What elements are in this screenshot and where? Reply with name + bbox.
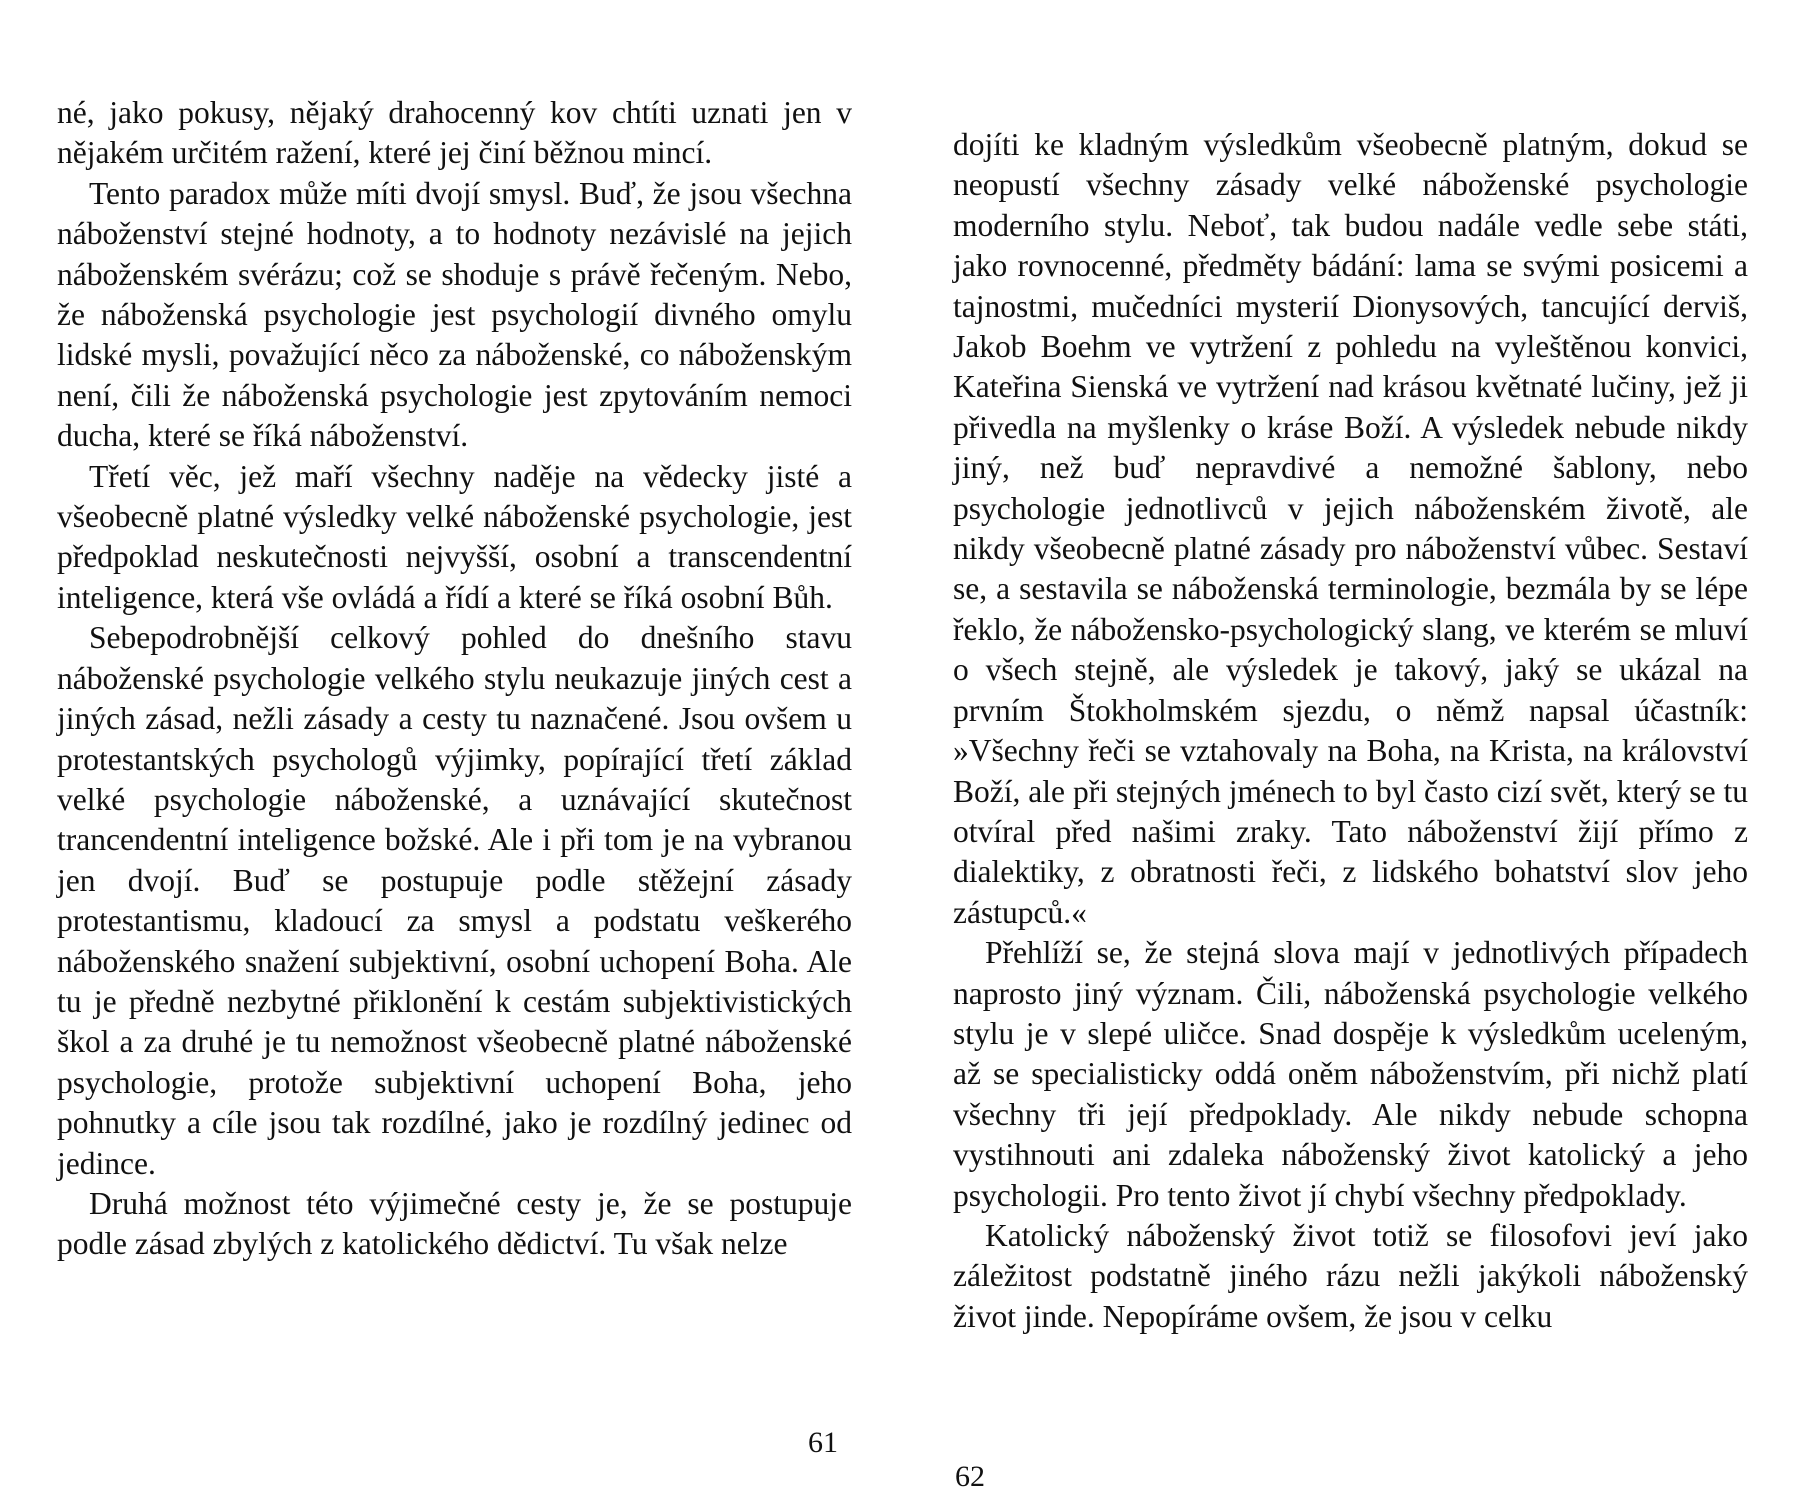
- page-number-right: 62: [955, 1460, 985, 1493]
- right-page: [953, 125, 1748, 1337]
- paragraph: Sebepodrobnější celkový pohled do dnešního stavu náboženské psychologie velkého stylu neukazuje jiných cest a jiných zásad, nežli zásady a cesty tu naznačené. Jsou ovšem u protestantských psychologů výjimky, popírající třetí základ velké psychologie náboženské, a uznávající skutečnost trancendentní inteligence božské. Ale i při tom je na vybranou jen dvojí. Buď se postupuje podle stěžejní zásady protestantismu, kladoucí za smysl a podstatu veškerého náboženského snažení subjektivní, osobní uchopení Boha. Ale tu je předně nezbytné přiklonění k cestám subjektivistických škol a za druhé je tu nemožnost všeobecně platné náboženské psychologie, protože subjektivní uchopení Boha, jeho pohnutky a cíle jsou tak rozdílné, jako je rozdílný jedinec od jedince.: [57, 620, 852, 1181]
- paragraph: Přehlíží se, že stejná slova mají v jednotlivých případech naprosto jiný význam. Čili, náboženská psychologie velkého stylu je v slepé uličce. Snad dospěje k výsledkům uceleným, až se specialisticky oddá oněm náboženstvím, při nichž platí všechny tři její předpoklady. Ale nikdy nebude schopna vystihnouti ani zdaleka náboženský život katolický a jeho psychologii. Pro tento život jí chybí všechny předpoklady.: [953, 935, 1748, 1213]
- left-page: [57, 93, 852, 1265]
- paragraph: né, jako pokusy, nějaký drahocenný kov chtíti uznati jen v nějakém určitém ražení, které jej činí běžnou mincí.: [57, 95, 852, 171]
- paragraph: Třetí věc, jež maří všechny naděje na vědecky jisté a všeobecně platné výsledky velké náboženské psychologie, jest předpoklad neskutečnosti nejvyšší, osobní a transcendentní inteligence, která vše ovládá a řídí a které se říká osobní Bůh.: [57, 458, 852, 615]
- paragraph: Tento paradox může míti dvojí smysl. Buď, že jsou všechna náboženství stejné hodnoty, a to hodnoty nezávislé na jejich náboženském svérázu; což se shoduje s právě řečeným. Nebo, že náboženská psychologie jest psychologií divného omylu lidské mysli, považující něco za náboženské, co náboženským není, čili že náboženská psychologie jest zpytováním nemoci ducha, které se říká náboženství.: [57, 175, 852, 454]
- paragraph: Druhá možnost této výjimečné cesty je, že se postupuje podle zásad zbylých z katolického dědictví. Tu však nelze: [57, 1185, 852, 1262]
- paragraph: Katolický náboženský život totiž se filosofovi jeví jako záležitost podstatně jiného rázu nežli jakýkoli náboženský život jinde. Nepopíráme ovšem, že jsou v celku: [953, 1217, 1748, 1334]
- paragraph: dojíti ke kladným výsledkům všeobecně platným, dokud se neopustí všechny zásady velké náboženské psychologie moderního stylu. Neboť, tak budou nadále vedle sebe státi, jako rovnocenné, předměty bádání: lama se svými posicemi a tajnostmi, mučedníci mysterií Dionysových, tancující derviš, Jakob Boehm ve vytržení z pohledu na vyleštěnou konvici, Kateřina Sienská ve vytržení nad krásou květnaté lučiny, jež ji přivedla na myšlenky o kráse Boží. A výsledek nebude nikdy jiný, než buď nepravdivé a nemožné šablony, nebo psychologie jednotlivců v jejich náboženském životě, ale nikdy všeobecně platné zásady pro náboženství vůbec. Sestaví se, a sestavila se náboženská terminologie, bezmála by se lépe řeklo, že nábožensko-psychologický slang, ve kterém se mluví o všech stejně, ale výsledek je takový, jaký se ukázal na prvním Štokholmském sjezdu, o němž napsal účastník: »Všechny řeči se vztahovaly na Boha, na Krista, na království Boží, ale při stejných jménech to byl často cizí svět, který se tu otvíral před našimi zraky. Tato náboženství žijí přímo z dialektiky, z obratnosti řeči, z lidského bohatství slov jeho zástupců.«: [953, 127, 1748, 930]
- page-number-left: 61: [808, 1426, 838, 1459]
